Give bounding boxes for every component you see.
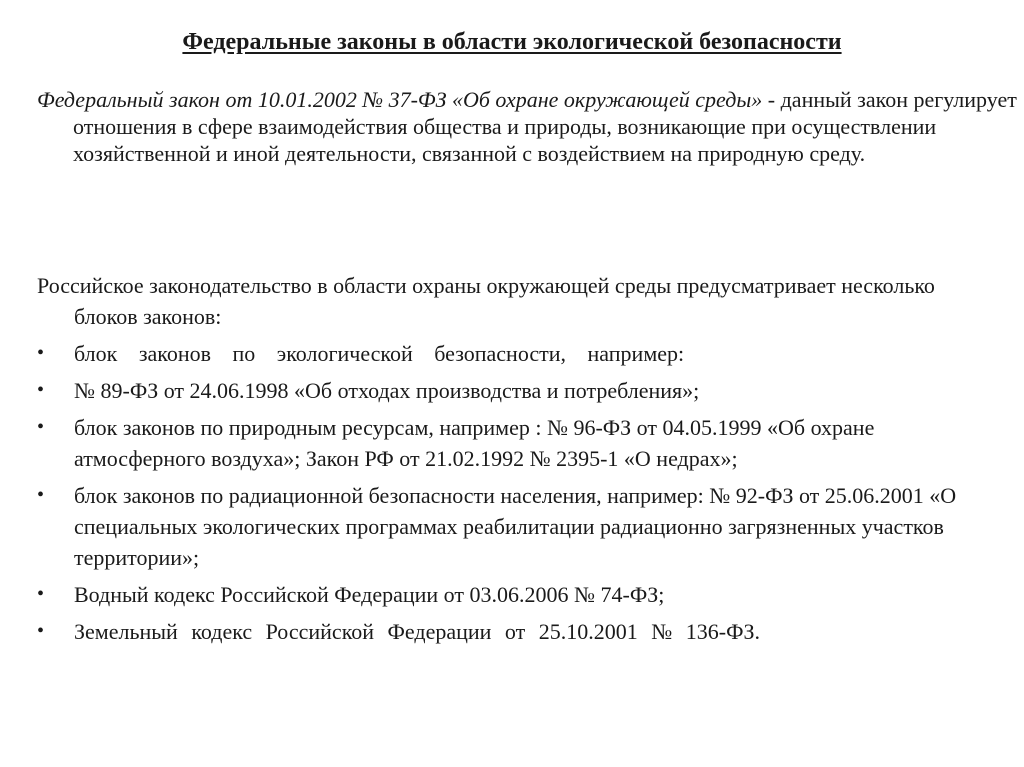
bullet-icon: •: [37, 620, 45, 642]
list-item-text: Земельный кодекс Российской Федерации от 25.10.2001 № 136-ФЗ.: [74, 619, 760, 644]
list-item-land-code: [37, 616, 997, 647]
intro-description: - данный закон регулирует отношения в сфере взаимодействия общества и природы, возникающие при осуществлении хозяйственной и иной деятельности, связанной с воздействием на природную среду.: [73, 87, 1017, 166]
list-item-text: № 89-ФЗ от 24.06.1998 «Об отходах производства и потребления»;: [74, 378, 700, 403]
list-item-text: блок законов по радиационной безопасности населения, например: № 92-ФЗ от 25.06.2001 «О специальных экологических программах реабилитации радиационно загрязненных участков территории»;: [74, 483, 957, 570]
bullet-icon: •: [37, 416, 45, 438]
lead-paragraph: Российское законодательство в области охраны окружающей среды предусматривает несколько блоков законов:: [37, 273, 935, 329]
law-block-list: [37, 338, 997, 647]
list-item-text: Водный кодекс Российской Федерации от 03.06.2006 № 74-ФЗ;: [74, 582, 665, 607]
bullet-icon: •: [37, 379, 45, 401]
intro-law-name: Федеральный закон от 10.01.2002 № 37-ФЗ «Об охране окружающей среды»: [37, 87, 763, 112]
bullet-icon: •: [37, 342, 45, 364]
list-item-water-code: [37, 579, 997, 610]
intro-paragraph: [37, 86, 1024, 167]
list-item-text: блок законов по природным ресурсам, например : № 96-ФЗ от 04.05.1999 «Об охране атмосферного воздуха»; Закон РФ от 21.02.1992 № 2395-1 «О недрах»;: [74, 415, 875, 471]
bullet-icon: •: [37, 583, 45, 605]
list-item-text: блок законов по экологической безопасности, например:: [74, 341, 685, 366]
list-item-natural-resources: [37, 412, 997, 474]
bullet-icon: •: [37, 484, 45, 506]
list-item-ecological-safety: [37, 338, 997, 369]
legislation-section: [37, 270, 997, 653]
list-item-radiation-safety: [37, 480, 997, 573]
page-title: Федеральные законы в области экологической безопасности: [182, 29, 842, 55]
list-item-waste-law: [37, 375, 997, 406]
